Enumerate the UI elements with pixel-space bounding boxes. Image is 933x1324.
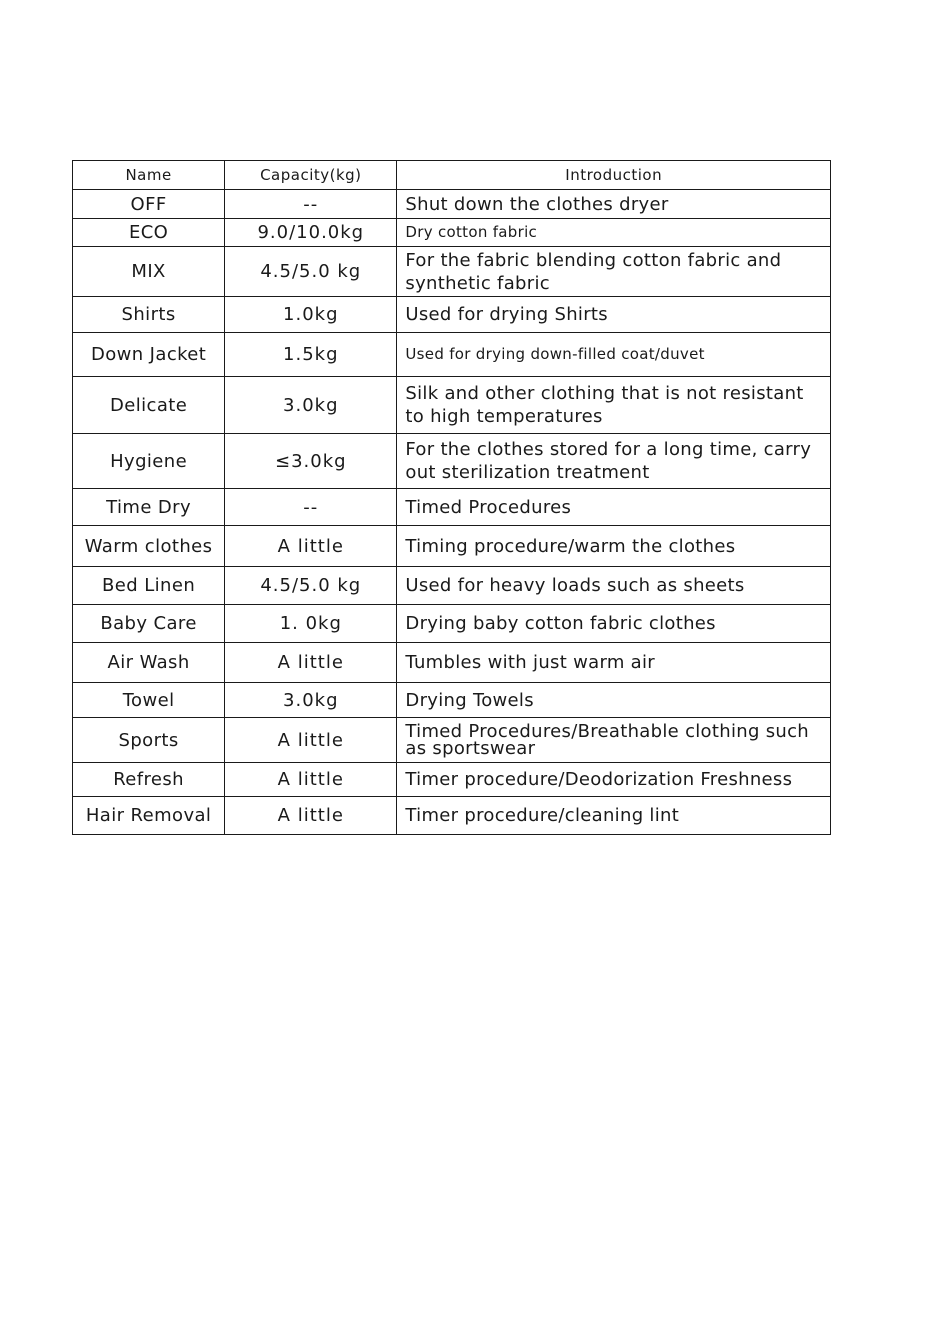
table-row — [73, 219, 831, 247]
header-name: Name — [73, 161, 225, 190]
header-introduction: Introduction — [397, 161, 831, 190]
table-header-row — [73, 161, 831, 190]
table-row — [73, 247, 831, 297]
program-name: Towel — [73, 683, 225, 718]
program-introduction: Used for heavy loads such as sheets — [397, 567, 831, 605]
program-name: Warm clothes — [73, 526, 225, 567]
table-row — [73, 605, 831, 643]
program-name: OFF — [73, 190, 225, 219]
table-row — [73, 718, 831, 763]
table-row — [73, 434, 831, 489]
program-capacity: 4.5/5.0 kg — [225, 247, 397, 297]
program-capacity: A little — [225, 718, 397, 763]
program-capacity: 3.0kg — [225, 377, 397, 434]
program-name: Refresh — [73, 763, 225, 797]
program-introduction: Timer procedure/cleaning lint — [397, 797, 831, 835]
program-name: Down Jacket — [73, 333, 225, 377]
program-capacity: -- — [225, 190, 397, 219]
program-name: Shirts — [73, 297, 225, 333]
program-table — [72, 160, 831, 835]
program-capacity: A little — [225, 526, 397, 567]
program-name: Delicate — [73, 377, 225, 434]
program-name: Baby Care — [73, 605, 225, 643]
table-row — [73, 489, 831, 526]
header-capacity: Capacity(kg) — [225, 161, 397, 190]
table-row — [73, 643, 831, 683]
table-row — [73, 377, 831, 434]
program-introduction: Timed Procedures/Breathable clothing such as sportswear — [397, 718, 831, 763]
table-row — [73, 567, 831, 605]
program-capacity: 9.0/10.0kg — [225, 219, 397, 247]
program-capacity: -- — [225, 489, 397, 526]
program-capacity: A little — [225, 763, 397, 797]
program-name: Air Wash — [73, 643, 225, 683]
program-introduction: Timing procedure/warm the clothes — [397, 526, 831, 567]
program-introduction: Drying baby cotton fabric clothes — [397, 605, 831, 643]
program-capacity: 4.5/5.0 kg — [225, 567, 397, 605]
program-introduction: For the fabric blending cotton fabric and synthetic fabric — [397, 247, 831, 297]
table-row — [73, 797, 831, 835]
table-row — [73, 526, 831, 567]
program-introduction: Timer procedure/Deodorization Freshness — [397, 763, 831, 797]
program-capacity: 1.0kg — [225, 297, 397, 333]
table-row — [73, 190, 831, 219]
program-capacity: ≤3.0kg — [225, 434, 397, 489]
program-introduction: Shut down the clothes dryer — [397, 190, 831, 219]
program-introduction: Drying Towels — [397, 683, 831, 718]
program-introduction: Tumbles with just warm air — [397, 643, 831, 683]
program-capacity: A little — [225, 797, 397, 835]
program-introduction: Silk and other clothing that is not resistant to high temperatures — [397, 377, 831, 434]
program-name: MIX — [73, 247, 225, 297]
program-name: ECO — [73, 219, 225, 247]
program-name: Sports — [73, 718, 225, 763]
program-capacity: 3.0kg — [225, 683, 397, 718]
table-row — [73, 683, 831, 718]
program-name: Bed Linen — [73, 567, 225, 605]
program-introduction: Dry cotton fabric — [397, 219, 831, 247]
table-row — [73, 333, 831, 377]
program-capacity: 1.5kg — [225, 333, 397, 377]
program-introduction: Used for drying Shirts — [397, 297, 831, 333]
program-name: Hygiene — [73, 434, 225, 489]
program-introduction: Used for drying down-filled coat/duvet — [397, 333, 831, 377]
program-name: Hair Removal — [73, 797, 225, 835]
program-capacity: 1. 0kg — [225, 605, 397, 643]
program-name: Time Dry — [73, 489, 225, 526]
program-introduction: Timed Procedures — [397, 489, 831, 526]
program-capacity: A little — [225, 643, 397, 683]
program-introduction: For the clothes stored for a long time, carry out sterilization treatment — [397, 434, 831, 489]
table-row — [73, 297, 831, 333]
table-row — [73, 763, 831, 797]
